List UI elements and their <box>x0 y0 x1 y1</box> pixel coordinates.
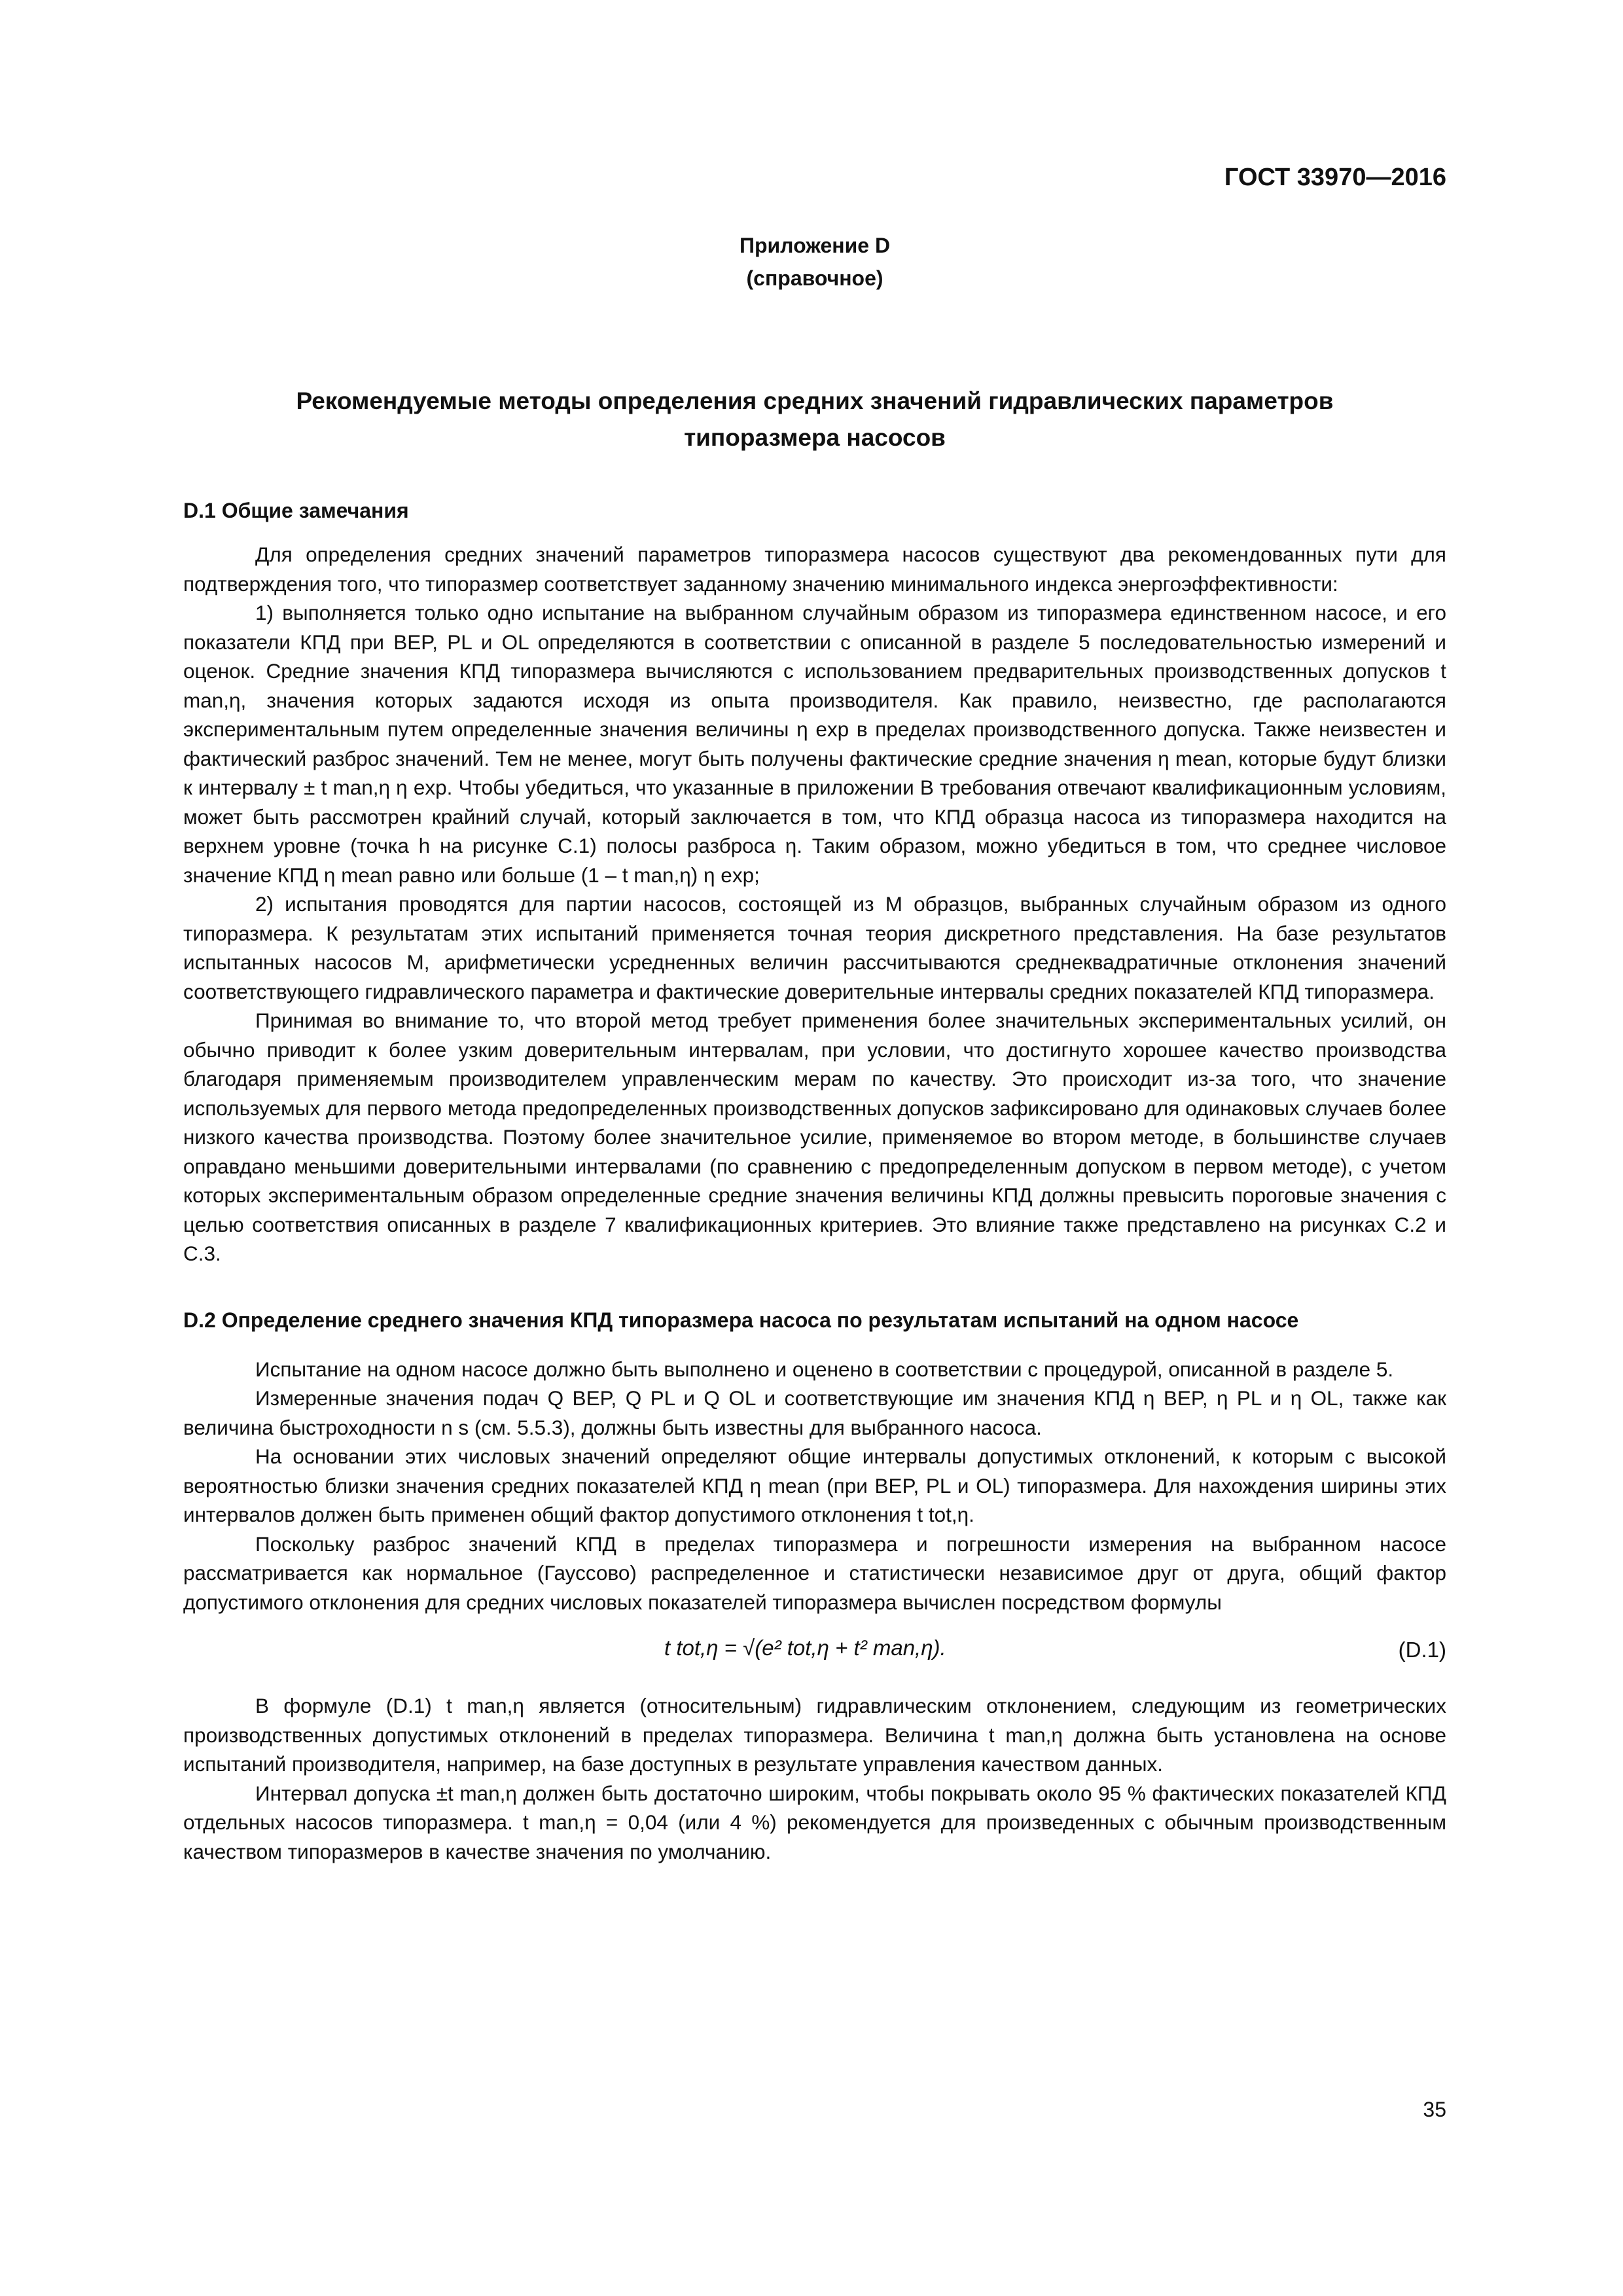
annex-title: Приложение D <box>739 234 891 257</box>
section-1-paragraph-2: 1) выполняется только одно испытание на выбранном случайным образом из типоразмера единственном насосе, и его показатели КПД при BEP, PL и OL определяются в соответствии с описанной в разделе 5 последовательностью измерений и оценок. Средние значения КПД типоразмера вычисляются с использованием предварительных производственных допусков t man,η, значения которых задаются исходя из опыта производителя. Как правило, неизвестно, где располагаются экспериментальным путем определенные значения величины η exp в пределах производственного допуска. Также неизвестен и фактический разброс значений. Тем не менее, могут быть получены фактические средние значения η mean, которые будут близки к интервалу ± t man,η η exp. Чтобы убедиться, что указанные в приложении В требования отвечают квалификационным условиям, может быть рассмотрен крайний случай, который заключается в том, что КПД образца насоса из типоразмера находится на верхнем уровне (точка h на рисунке С.1) полосы разброса η. Таким образом, можно убедиться в том, что среднее числовое значение КПД η mean равно или больше (1 – t man,η) η exp; <box>183 601 1446 887</box>
section-1-paragraph-3: 2) испытания проводятся для партии насосов, состоящей из M образцов, выбранных случайным образом из одного типоразмера. К результатам этих испытаний применяется точная теория дискретного представления. На базе результатов испытанных насосов M, арифметически усредненных величин рассчитываются среднеквадратичные отклонения значений соответствующего гидравлического параметра и фактические доверительные интервалы средних показателей КПД типоразмера. <box>183 892 1446 1003</box>
section-2-heading: D.2 Определение среднего значения КПД типоразмера насоса по результатам испытаний на одном насосе <box>183 1308 1299 1332</box>
title-line-2: типоразмера насосов <box>684 424 946 451</box>
formula-d1 <box>183 1626 1446 1685</box>
section-1-paragraph-4: Принимая во внимание то, что второй метод требует применения более значительных экспериментальных усилий, он обычно приводит к более узким доверительным интервалам, при условии, что достигнуто хорошее качество производства благодаря применяемым производителем управленческим мерам по качеству. Это происходит из-за того, что значение используемых для первого метода предопределенных производственных допусков зафиксировано для одинаковых случаев более низкого качества производства. Поэтому более значительное усилие, применяемое во втором методе, в большинстве случаев оправдано меньшими доверительными интервалами (по сравнению с предопределенным допуском в первом методе), с учетом которых экспериментальным образом определенные средние значения величины КПД должны превысить пороговые значения с целью соответствия описанных в разделе 7 квалификационных критериев. Это влияние также представлено на рисунках С.2 и С.3. <box>183 1009 1446 1265</box>
section-2-paragraph-1: Испытание на одном насосе должно быть выполнено и оценено в соответствии с процедурой, описанной в разделе 5. <box>255 1357 1394 1381</box>
section-1-heading: D.1 Общие замечания <box>183 499 409 522</box>
page-number: 35 <box>1423 2098 1446 2121</box>
section-2-paragraph-3: На основании этих числовых значений определяют общие интервалы допустимых отклонений, к которым с высокой вероятностью близки значения средних показателей КПД η mean (при BEP, PL и OL) типоразмера. Для нахождения ширины этих интервалов должен быть применен общий фактор допустимого отклонения t tot,η. <box>183 1444 1446 1526</box>
section-2-paragraph-2: Измеренные значения подач Q BEP, Q PL и Q OL и соответствующие им значения КПД η BEP, η PL и η OL, также как величина быстроходности n s (см. 5.5.3), должны быть известны для выбранного насоса. <box>183 1386 1446 1439</box>
document-code: ГОСТ 33970—2016 <box>1224 164 1446 191</box>
section-2-paragraph-6: Интервал допуска ±t man,η должен быть достаточно широким, чтобы покрывать около 95 % фактических показателей КПД отдельных насосов типоразмера. t man,η = 0,04 (или 4 %) рекомендуется для произведенных с обычным производственным качеством типоразмеров в качестве значения по умолчанию. <box>183 1781 1446 1863</box>
section-1-paragraph-1: Для определения средних значений параметров типоразмера насосов существуют два рекомендованных пути для подтверждения того, что типоразмер соответствует заданному значению минимального индекса энергоэффективности: <box>183 543 1446 596</box>
section-2-paragraph-4: Поскольку разброс значений КПД в пределах типоразмера и погрешности измерения на выбранном насосе рассматривается как нормальное (Гауссово) распределенное и статистически независимое друг от друга, общий фактор допустимого отклонения для средних числовых показателей типоразмера вычислен посредством формулы <box>183 1532 1446 1614</box>
formula-expression: t tot,η = √(e² tot,η + t² man,η). <box>664 1636 946 1660</box>
title-line-1: Рекомендуемые методы определения средних значений гидравлических параметров <box>296 387 1334 414</box>
annex-label <box>183 229 1446 295</box>
formula-number: (D.1) <box>1398 1638 1446 1662</box>
page-body <box>183 131 1446 1866</box>
annex-type: (справочное) <box>746 266 883 290</box>
page-title <box>183 383 1446 456</box>
section-2-paragraph-5: В формуле (D.1) t man,η является (относительным) гидравлическим отклонением, следующим из геометрических производственных допустимых отклонений в пределах типоразмера. Величина t man,η должна быть установлена на основе испытаний производителя, например, на базе доступных в результате управления качеством данных. <box>183 1694 1446 1776</box>
